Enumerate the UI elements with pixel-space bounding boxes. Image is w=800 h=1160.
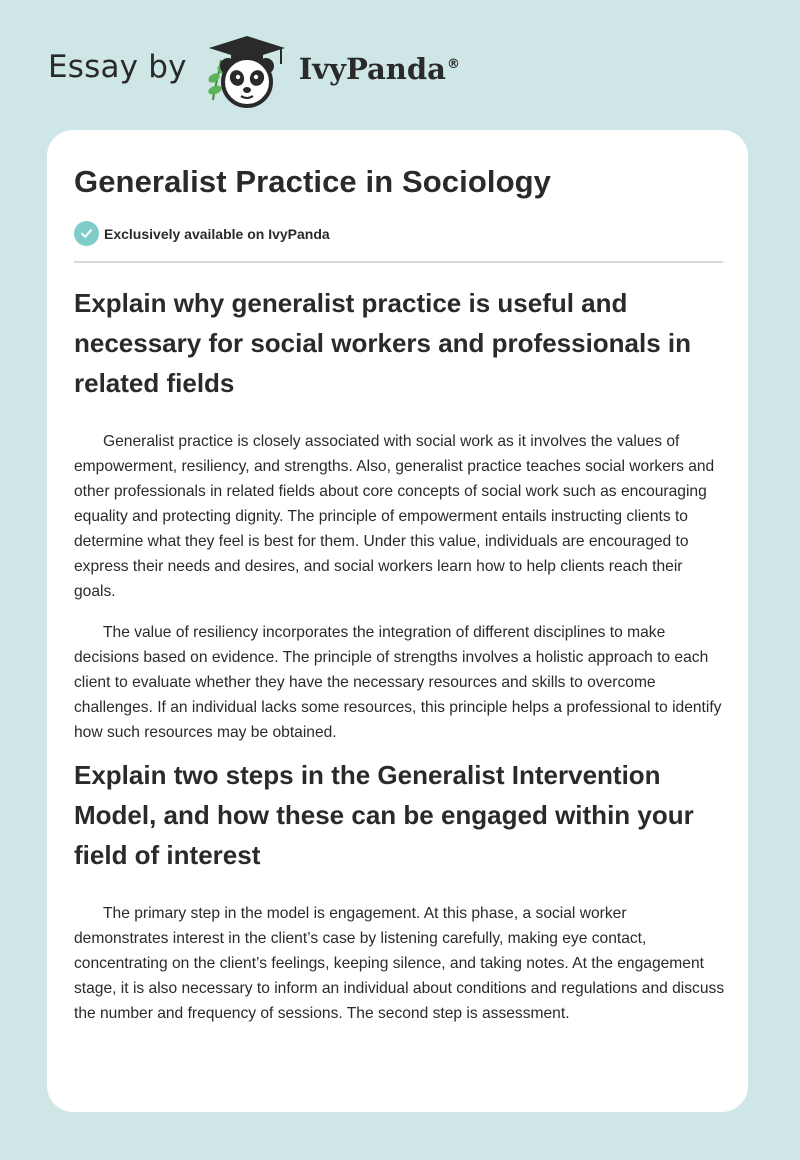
- brand-name: IvyPanda®: [298, 52, 460, 86]
- paragraph: The primary step in the model is engagement. At this phase, a social worker demonstrates interest in the client’s case by listening carefully, making eye contact, concentrating on the client’s feelings, keeping silence, and taking notes. At the engagement stage, it is also necessary to inform an individual about conditions and regulations and discuss the number and frequency of sessions. The second step is assessment.: [74, 905, 725, 1022]
- page-title: Generalist Practice in Sociology: [74, 164, 551, 199]
- section-heading: Explain why generalist practice is useful and necessary for social workers and professionals in related fields: [74, 288, 692, 398]
- check-icon: [74, 221, 99, 246]
- exclusive-label: Exclusively available on IvyPanda: [104, 225, 330, 242]
- registered-mark: ®: [446, 57, 460, 73]
- section-heading: Explain two steps in the Generalist Intervention Model, and how these can be engaged within your field of interest: [74, 760, 694, 870]
- paragraph: The value of resiliency incorporates the integration of different disciplines to make decisions based on evidence. The principle of strengths involves a holistic approach to each client to evaluate whether they have the necessary resources and skills to overcome challenges. If an individual lacks some resources, this principle helps a professional to identify how such resources may be obtained.: [74, 624, 722, 741]
- essay-by-label: Essay by: [48, 49, 187, 85]
- exclusive-badge: [74, 221, 330, 246]
- paragraph: Generalist practice is closely associated with social work as it involves the values of empowerment, resiliency, and strengths. Also, generalist practice teaches social workers and other professionals in related fields about core concepts of social work such as encouraging equality and protecting dignity. The principle of empowerment entails instructing clients to determine what they feel is best for them. Under this value, individuals are encouraged to express their needs and desires, and social workers learn how to help clients reach their goals.: [74, 433, 715, 600]
- divider: [74, 261, 723, 263]
- essay-body: [74, 283, 725, 1042]
- essay-card: [47, 130, 748, 1112]
- panda-graduate-icon: [201, 30, 293, 110]
- site-header: [48, 30, 648, 110]
